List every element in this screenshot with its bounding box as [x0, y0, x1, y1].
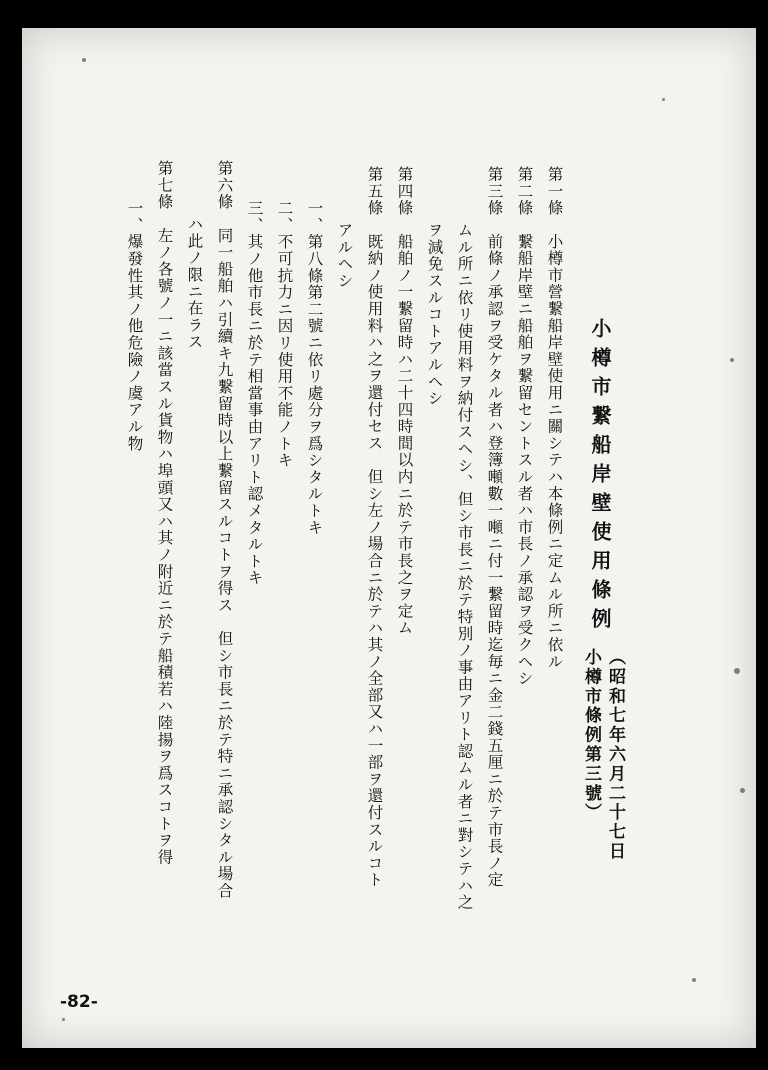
article-3: 第三條 前條ノ承認ヲ受ケタル者ハ登簿噸數一噸ニ付一繋留時迄毎ニ金二錢五厘ニ於テ市長ノ定 [485, 166, 504, 889]
article-1: 第一條 小樽市營繋船岸壁使用ニ關シテハ本條例ニ定ムル所ニ依ル [545, 166, 564, 670]
article-2: 第二條 繋船岸壁ニ船舶ヲ繋留セントスル者ハ市長ノ承認ヲ受クヘシ [515, 166, 534, 687]
article-7: 第七條 左ノ各號ノ一ニ該當スル貨物ハ埠頭又ハ其ノ附近ニ於テ船積若ハ陸揚ヲ爲スコトヲ得 [155, 160, 174, 866]
article-5-item-3: 三、其ノ他市長ニ於テ相當事由アリト認メタルトキ [245, 200, 264, 587]
ink-speck [730, 358, 734, 362]
article-4: 第四條 船舶ノ一繋留時ハ二十四時間以内ニ於テ市長之ヲ定ム [395, 166, 414, 637]
ink-speck [740, 788, 745, 793]
article-5-cont: アルヘシ [335, 222, 354, 290]
ink-speck [734, 668, 740, 674]
ordinance-number: 小樽市條例第三號） [581, 648, 601, 823]
article-7-item-1: 一、爆發性其ノ他危險ノ虞アル物 [125, 200, 144, 452]
page-number: -82- [60, 992, 98, 1012]
ink-speck [662, 98, 665, 101]
document-title: 小樽市繋船岸壁使用條例 [588, 318, 612, 637]
article-3-cont-1: ムル所ニ依リ使用料ヲ納付スヘシ、但シ市長ニ於テ特別ノ事由アリト認ムル者ニ對シテハ之 [455, 222, 474, 911]
article-5-item-1: 一、第八條第二號ニ依リ處分ヲ爲シタルトキ [305, 200, 324, 536]
article-5-item-2: 二、不可抗力ニ因リ使用不能ノトキ [275, 200, 294, 469]
ink-speck [692, 978, 696, 982]
ink-speck [62, 1018, 65, 1021]
article-5: 第五條 既納ノ使用料ハ之ヲ還付セス 但シ左ノ場合ニ於テハ其ノ全部又ハ一部ヲ還付スルコト [365, 166, 384, 889]
article-6-cont: ハ此ノ限ニ在ラス [185, 216, 204, 351]
article-6: 第六條 同一船舶ハ引續キ九繋留時以上繋留スルコトヲ得ス 但シ市長ニ於テ特ニ承認シタル場合 [215, 160, 234, 900]
ink-speck [82, 58, 86, 62]
document-page [22, 28, 756, 1048]
enactment-date: （昭和七年六月二十七日 [605, 648, 625, 862]
article-3-cont-2: ヲ減免スルコトアルヘシ [425, 222, 444, 407]
